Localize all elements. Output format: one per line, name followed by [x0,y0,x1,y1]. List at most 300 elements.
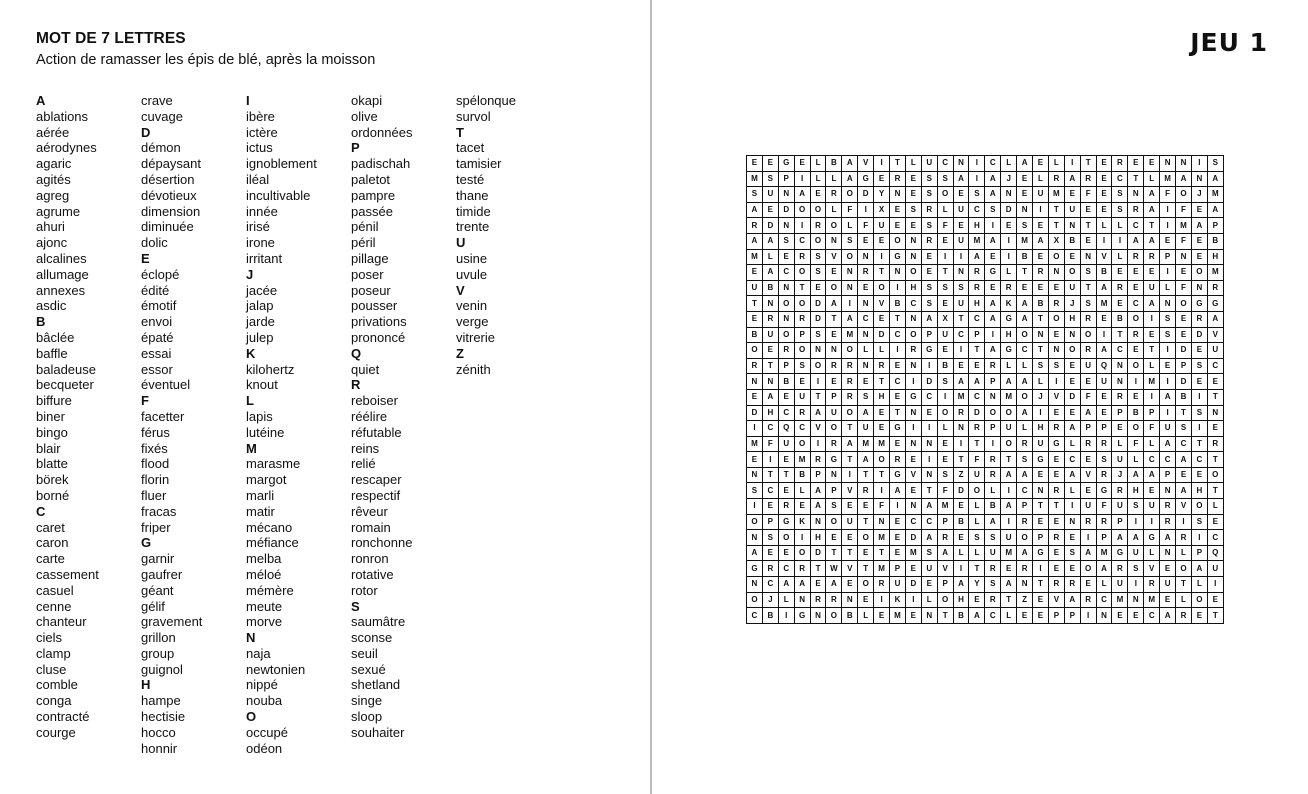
grid-cell[interactable]: E [1096,171,1112,187]
grid-cell[interactable]: V [826,249,842,265]
grid-cell[interactable]: S [1033,358,1049,374]
grid-cell[interactable]: O [1128,311,1144,327]
grid-cell[interactable]: O [842,187,858,203]
grid-cell[interactable]: S [810,327,826,343]
grid-cell[interactable]: L [810,156,826,172]
grid-cell[interactable]: G [985,265,1001,281]
grid-cell[interactable]: O [1128,421,1144,437]
grid-cell[interactable]: M [842,327,858,343]
grid-cell[interactable]: E [1112,608,1128,624]
grid-cell[interactable]: K [794,514,810,530]
grid-cell[interactable]: M [1144,374,1160,390]
grid-cell[interactable]: N [826,467,842,483]
grid-cell[interactable]: T [858,467,874,483]
grid-cell[interactable]: A [985,514,1001,530]
grid-cell[interactable]: E [1033,608,1049,624]
grid-cell[interactable]: O [826,514,842,530]
grid-cell[interactable]: R [810,218,826,234]
grid-cell[interactable]: O [794,296,810,312]
grid-cell[interactable]: A [810,483,826,499]
grid-cell[interactable]: I [1096,233,1112,249]
grid-cell[interactable]: E [1144,483,1160,499]
grid-cell[interactable]: U [937,327,953,343]
grid-cell[interactable]: E [1017,187,1033,203]
grid-cell[interactable]: T [1033,577,1049,593]
grid-cell[interactable]: I [1191,530,1207,546]
grid-cell[interactable]: O [1001,405,1017,421]
grid-cell[interactable]: N [905,358,921,374]
grid-cell[interactable]: L [1001,358,1017,374]
grid-cell[interactable]: C [1176,436,1192,452]
grid-cell[interactable]: R [1096,514,1112,530]
grid-cell[interactable]: N [778,187,794,203]
grid-cell[interactable]: N [858,296,874,312]
grid-cell[interactable]: I [1160,374,1176,390]
grid-cell[interactable]: N [1017,577,1033,593]
grid-cell[interactable]: E [842,530,858,546]
grid-cell[interactable]: T [1207,389,1223,405]
grid-cell[interactable]: P [1191,545,1207,561]
grid-cell[interactable]: M [1096,296,1112,312]
grid-cell[interactable]: O [1207,467,1223,483]
grid-cell[interactable]: S [1080,296,1096,312]
grid-cell[interactable]: G [1112,545,1128,561]
grid-cell[interactable]: T [826,311,842,327]
grid-cell[interactable]: R [762,561,778,577]
grid-cell[interactable]: U [1144,280,1160,296]
grid-cell[interactable]: C [1207,358,1223,374]
grid-cell[interactable]: U [985,545,1001,561]
grid-cell[interactable]: A [953,577,969,593]
grid-cell[interactable]: R [826,592,842,608]
grid-cell[interactable]: L [1176,592,1192,608]
grid-cell[interactable]: D [905,577,921,593]
grid-cell[interactable]: E [1128,343,1144,359]
grid-cell[interactable]: N [1064,218,1080,234]
grid-cell[interactable]: Z [1017,592,1033,608]
grid-cell[interactable]: R [794,249,810,265]
grid-cell[interactable]: I [953,343,969,359]
grid-cell[interactable]: R [969,280,985,296]
grid-cell[interactable]: S [858,389,874,405]
grid-cell[interactable]: R [969,265,985,281]
grid-cell[interactable]: V [905,467,921,483]
grid-cell[interactable]: I [1144,311,1160,327]
grid-cell[interactable]: N [747,530,763,546]
grid-cell[interactable]: I [1033,561,1049,577]
grid-cell[interactable]: E [778,452,794,468]
grid-cell[interactable]: S [747,483,763,499]
grid-cell[interactable]: S [1048,358,1064,374]
grid-cell[interactable]: E [905,218,921,234]
grid-cell[interactable]: E [1017,280,1033,296]
grid-cell[interactable]: M [794,452,810,468]
grid-cell[interactable]: U [1064,202,1080,218]
grid-cell[interactable]: A [1064,171,1080,187]
grid-cell[interactable]: G [890,249,906,265]
grid-cell[interactable]: O [1191,592,1207,608]
grid-cell[interactable]: N [1001,187,1017,203]
grid-cell[interactable]: A [1096,280,1112,296]
grid-cell[interactable]: Q [1207,545,1223,561]
grid-cell[interactable]: O [874,280,890,296]
grid-cell[interactable]: O [1064,265,1080,281]
grid-cell[interactable]: E [762,156,778,172]
grid-cell[interactable]: E [905,171,921,187]
grid-cell[interactable]: T [1048,202,1064,218]
grid-cell[interactable]: A [1144,233,1160,249]
grid-cell[interactable]: A [969,374,985,390]
grid-cell[interactable]: E [1033,280,1049,296]
grid-cell[interactable]: N [905,436,921,452]
grid-cell[interactable]: T [874,374,890,390]
grid-cell[interactable]: I [842,467,858,483]
grid-cell[interactable]: I [890,499,906,515]
grid-cell[interactable]: A [1160,436,1176,452]
grid-cell[interactable]: V [874,296,890,312]
grid-cell[interactable]: A [1017,405,1033,421]
grid-cell[interactable]: R [1112,389,1128,405]
grid-cell[interactable]: A [762,389,778,405]
grid-cell[interactable]: L [842,218,858,234]
grid-cell[interactable]: H [874,389,890,405]
grid-cell[interactable]: M [1017,233,1033,249]
grid-cell[interactable]: D [810,545,826,561]
grid-cell[interactable]: E [1144,156,1160,172]
grid-cell[interactable]: S [810,249,826,265]
grid-cell[interactable]: E [969,592,985,608]
grid-cell[interactable]: L [1017,421,1033,437]
grid-cell[interactable]: E [1033,156,1049,172]
grid-cell[interactable]: L [1048,156,1064,172]
grid-cell[interactable]: S [937,171,953,187]
grid-cell[interactable]: O [842,249,858,265]
grid-cell[interactable]: I [905,374,921,390]
grid-cell[interactable]: A [1112,530,1128,546]
grid-cell[interactable]: O [1017,389,1033,405]
grid-cell[interactable]: I [810,436,826,452]
grid-cell[interactable]: A [937,545,953,561]
grid-cell[interactable]: N [1160,483,1176,499]
grid-cell[interactable]: A [1128,233,1144,249]
grid-cell[interactable]: I [794,171,810,187]
grid-cell[interactable]: M [874,561,890,577]
grid-cell[interactable]: N [1017,202,1033,218]
grid-cell[interactable]: R [1207,280,1223,296]
grid-cell[interactable]: R [1048,577,1064,593]
grid-cell[interactable]: S [762,530,778,546]
grid-cell[interactable]: E [1191,202,1207,218]
grid-cell[interactable]: T [826,545,842,561]
grid-cell[interactable]: A [747,545,763,561]
grid-cell[interactable]: P [1176,358,1192,374]
grid-cell[interactable]: G [1191,296,1207,312]
grid-cell[interactable]: T [1033,499,1049,515]
grid-cell[interactable]: B [826,156,842,172]
grid-cell[interactable]: C [1096,592,1112,608]
grid-cell[interactable]: I [1001,249,1017,265]
grid-cell[interactable]: N [1080,249,1096,265]
grid-cell[interactable]: I [953,436,969,452]
grid-cell[interactable]: U [1064,280,1080,296]
grid-cell[interactable]: A [1001,374,1017,390]
grid-cell[interactable]: U [1207,561,1223,577]
grid-cell[interactable]: R [778,343,794,359]
grid-cell[interactable]: I [794,218,810,234]
grid-cell[interactable]: R [762,311,778,327]
grid-cell[interactable]: S [921,187,937,203]
grid-cell[interactable]: I [874,249,890,265]
grid-cell[interactable]: S [937,280,953,296]
grid-cell[interactable]: O [810,202,826,218]
grid-cell[interactable]: E [778,483,794,499]
grid-cell[interactable]: I [1191,156,1207,172]
grid-cell[interactable]: E [1096,202,1112,218]
grid-cell[interactable]: P [1160,249,1176,265]
grid-cell[interactable]: E [794,374,810,390]
grid-cell[interactable]: A [1017,311,1033,327]
grid-cell[interactable]: N [1176,249,1192,265]
grid-cell[interactable]: C [890,374,906,390]
grid-cell[interactable]: N [810,343,826,359]
grid-cell[interactable]: A [985,171,1001,187]
grid-cell[interactable]: L [969,545,985,561]
grid-cell[interactable]: S [1160,327,1176,343]
grid-cell[interactable]: L [1144,545,1160,561]
grid-cell[interactable]: R [1048,483,1064,499]
grid-cell[interactable]: F [1096,499,1112,515]
grid-cell[interactable]: O [1017,530,1033,546]
grid-cell[interactable]: E [1080,483,1096,499]
grid-cell[interactable]: P [1160,467,1176,483]
grid-cell[interactable]: P [778,171,794,187]
grid-cell[interactable]: D [810,296,826,312]
grid-cell[interactable]: E [921,405,937,421]
grid-cell[interactable]: E [1176,265,1192,281]
grid-cell[interactable]: A [1191,561,1207,577]
grid-cell[interactable]: E [762,343,778,359]
grid-cell[interactable]: E [1096,187,1112,203]
grid-cell[interactable]: E [874,171,890,187]
grid-cell[interactable]: E [1064,561,1080,577]
grid-cell[interactable]: A [1128,467,1144,483]
grid-cell[interactable]: L [969,499,985,515]
grid-cell[interactable]: N [953,265,969,281]
grid-cell[interactable]: U [858,421,874,437]
grid-cell[interactable]: F [874,499,890,515]
grid-cell[interactable]: H [969,218,985,234]
grid-cell[interactable]: V [1048,389,1064,405]
grid-cell[interactable]: N [905,249,921,265]
grid-cell[interactable]: E [1048,452,1064,468]
grid-cell[interactable]: U [1207,343,1223,359]
grid-cell[interactable]: O [794,202,810,218]
grid-cell[interactable]: G [890,467,906,483]
grid-cell[interactable]: O [794,436,810,452]
grid-cell[interactable]: S [1128,561,1144,577]
grid-cell[interactable]: E [1144,327,1160,343]
grid-cell[interactable]: N [905,311,921,327]
grid-cell[interactable]: G [1033,545,1049,561]
grid-cell[interactable]: N [778,280,794,296]
grid-cell[interactable]: I [1160,405,1176,421]
grid-cell[interactable]: E [747,265,763,281]
grid-cell[interactable]: E [762,202,778,218]
grid-cell[interactable]: M [858,436,874,452]
grid-cell[interactable]: T [778,467,794,483]
grid-cell[interactable]: P [1207,218,1223,234]
grid-cell[interactable]: O [1048,311,1064,327]
grid-cell[interactable]: E [953,358,969,374]
grid-cell[interactable]: R [778,499,794,515]
grid-cell[interactable]: A [1207,171,1223,187]
grid-cell[interactable]: S [953,280,969,296]
grid-cell[interactable]: T [1033,343,1049,359]
grid-cell[interactable]: S [747,187,763,203]
grid-cell[interactable]: I [1207,577,1223,593]
grid-cell[interactable]: T [1080,218,1096,234]
grid-cell[interactable]: C [1207,530,1223,546]
grid-cell[interactable]: T [937,265,953,281]
grid-cell[interactable]: E [1064,530,1080,546]
grid-cell[interactable]: S [921,545,937,561]
grid-cell[interactable]: E [890,202,906,218]
grid-cell[interactable]: V [858,156,874,172]
grid-cell[interactable]: O [1128,358,1144,374]
grid-cell[interactable]: E [890,530,906,546]
grid-cell[interactable]: E [1064,249,1080,265]
grid-cell[interactable]: S [762,171,778,187]
grid-cell[interactable]: T [1207,483,1223,499]
grid-cell[interactable]: N [762,296,778,312]
grid-cell[interactable]: M [890,608,906,624]
grid-cell[interactable]: P [826,389,842,405]
grid-cell[interactable]: T [842,545,858,561]
grid-cell[interactable]: R [890,171,906,187]
grid-cell[interactable]: L [1001,265,1017,281]
grid-cell[interactable]: A [794,577,810,593]
grid-cell[interactable]: I [1064,499,1080,515]
grid-cell[interactable]: G [890,421,906,437]
grid-cell[interactable]: I [1144,389,1160,405]
grid-cell[interactable]: A [762,265,778,281]
grid-cell[interactable]: N [921,436,937,452]
grid-cell[interactable]: P [794,327,810,343]
grid-cell[interactable]: E [1160,592,1176,608]
grid-cell[interactable]: N [1207,405,1223,421]
grid-cell[interactable]: A [810,405,826,421]
grid-cell[interactable]: V [1207,327,1223,343]
grid-cell[interactable]: T [1176,405,1192,421]
grid-cell[interactable]: A [1096,561,1112,577]
grid-cell[interactable]: I [937,389,953,405]
grid-cell[interactable]: B [1017,249,1033,265]
grid-cell[interactable]: X [937,311,953,327]
grid-cell[interactable]: N [747,467,763,483]
grid-cell[interactable]: U [747,280,763,296]
grid-cell[interactable]: E [1080,577,1096,593]
grid-cell[interactable]: U [826,405,842,421]
grid-cell[interactable]: B [778,374,794,390]
grid-cell[interactable]: I [1191,389,1207,405]
grid-cell[interactable]: P [985,374,1001,390]
grid-cell[interactable]: V [810,421,826,437]
grid-cell[interactable]: A [1033,233,1049,249]
grid-cell[interactable]: T [953,452,969,468]
grid-cell[interactable]: G [1207,296,1223,312]
grid-cell[interactable]: R [890,452,906,468]
grid-cell[interactable]: N [1112,358,1128,374]
grid-cell[interactable]: A [778,577,794,593]
grid-cell[interactable]: C [1128,218,1144,234]
grid-cell[interactable]: R [810,592,826,608]
grid-cell[interactable]: T [1144,343,1160,359]
grid-cell[interactable]: C [937,156,953,172]
grid-cell[interactable]: E [953,218,969,234]
grid-cell[interactable]: J [1033,389,1049,405]
grid-cell[interactable]: E [1191,608,1207,624]
grid-cell[interactable]: N [778,311,794,327]
grid-cell[interactable]: E [1112,421,1128,437]
grid-cell[interactable]: C [762,577,778,593]
grid-cell[interactable]: L [1160,280,1176,296]
grid-cell[interactable]: E [874,405,890,421]
grid-cell[interactable]: C [747,608,763,624]
grid-cell[interactable]: T [842,421,858,437]
grid-cell[interactable]: S [985,530,1001,546]
grid-cell[interactable]: A [1064,421,1080,437]
grid-cell[interactable]: C [794,233,810,249]
grid-cell[interactable]: I [921,358,937,374]
grid-cell[interactable]: A [1017,374,1033,390]
grid-cell[interactable]: C [1144,608,1160,624]
grid-cell[interactable]: P [762,514,778,530]
grid-cell[interactable]: R [826,358,842,374]
grid-cell[interactable]: E [762,499,778,515]
grid-cell[interactable]: R [1144,577,1160,593]
grid-cell[interactable]: I [905,592,921,608]
grid-cell[interactable]: A [1207,311,1223,327]
grid-cell[interactable]: E [1001,561,1017,577]
grid-cell[interactable]: L [1144,358,1160,374]
grid-cell[interactable]: G [1001,311,1017,327]
grid-cell[interactable]: O [1048,249,1064,265]
grid-cell[interactable]: N [1160,156,1176,172]
grid-cell[interactable]: R [1112,280,1128,296]
grid-cell[interactable]: N [858,358,874,374]
grid-cell[interactable]: N [1112,374,1128,390]
grid-cell[interactable]: R [842,389,858,405]
grid-cell[interactable]: H [905,280,921,296]
grid-cell[interactable]: T [1080,280,1096,296]
grid-cell[interactable]: A [794,187,810,203]
grid-cell[interactable]: I [762,452,778,468]
grid-cell[interactable]: E [1080,452,1096,468]
grid-cell[interactable]: E [1048,545,1064,561]
grid-cell[interactable]: J [1112,467,1128,483]
grid-cell[interactable]: L [1112,436,1128,452]
grid-cell[interactable]: O [969,483,985,499]
grid-cell[interactable]: E [1048,467,1064,483]
grid-cell[interactable]: C [778,561,794,577]
grid-cell[interactable]: T [1207,452,1223,468]
grid-cell[interactable]: T [747,296,763,312]
grid-cell[interactable]: I [1160,343,1176,359]
grid-cell[interactable]: E [1033,592,1049,608]
grid-cell[interactable]: L [826,171,842,187]
grid-cell[interactable]: N [1096,608,1112,624]
grid-cell[interactable]: A [1207,202,1223,218]
